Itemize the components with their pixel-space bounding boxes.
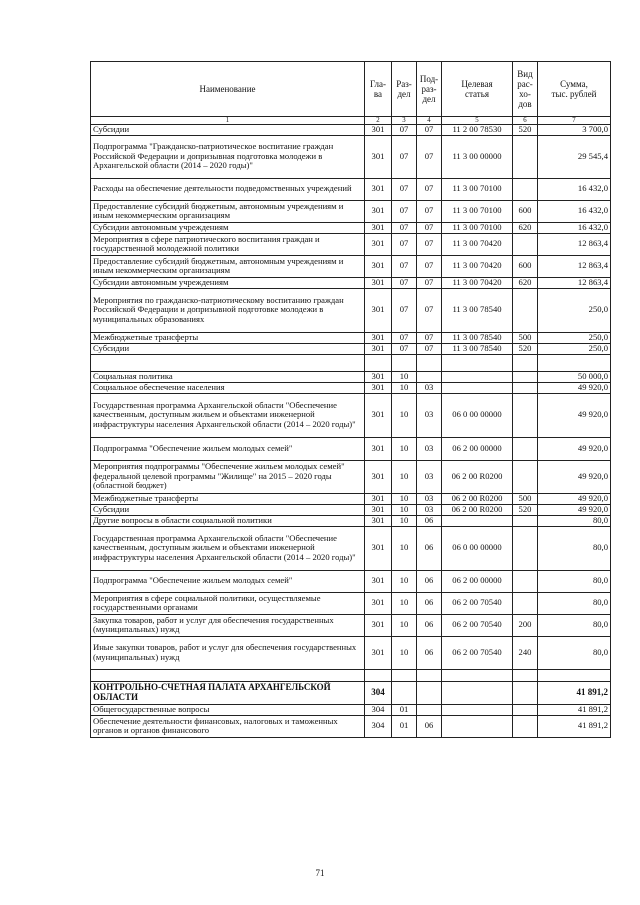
cell-subsection: 06 [417,592,442,614]
cell-chapter: 301 [365,178,392,200]
cell-sum: 16 432,0 [538,178,611,200]
cell-sum: 80,0 [538,592,611,614]
cell-section: 07 [392,255,417,277]
cell-chapter: 301 [365,636,392,669]
cell-target [442,382,513,393]
cell-subsection: 07 [417,277,442,288]
table-row [91,504,611,515]
cell-expense-type [513,354,538,371]
cell-subsection [417,704,442,715]
cell-expense-type [513,570,538,592]
cell-target: 11 3 00 78540 [442,288,513,332]
cell-name: Подпрограмма "Обеспечение жильем молодых семей" [91,570,365,592]
cell-target [442,669,513,681]
cell-expense-type: 620 [513,277,538,288]
cell-expense-type [513,669,538,681]
table-row [91,437,611,460]
cell-chapter: 304 [365,715,392,737]
column-number: 3 [392,117,417,125]
cell-target: 06 2 00 00000 [442,570,513,592]
cell-subsection [417,371,442,382]
table-row [91,493,611,504]
cell-section: 10 [392,570,417,592]
cell-subsection: 06 [417,515,442,526]
cell-name: Мероприятия по гражданско-патриотическому воспитанию граждан Российской Федерации и допризывной подготовке молодежи в муниципальных образованиях [91,288,365,332]
cell-subsection: 06 [417,715,442,737]
table-body [91,125,611,738]
cell-name: Предоставление субсидий бюджетным, автономным учреждениям и иным некоммерческим организациям [91,255,365,277]
cell-sum: 16 432,0 [538,200,611,222]
cell-section: 07 [392,125,417,136]
cell-expense-type: 600 [513,200,538,222]
page-number: 71 [315,868,325,878]
cell-chapter: 301 [365,614,392,636]
cell-section: 07 [392,178,417,200]
cell-target: 11 3 00 78540 [442,332,513,343]
table-row [91,614,611,636]
cell-section: 10 [392,382,417,393]
cell-section [392,681,417,704]
cell-target: 06 2 00 00000 [442,437,513,460]
cell-target: 06 0 00 00000 [442,526,513,570]
cell-chapter: 301 [365,125,392,136]
cell-sum: 49 920,0 [538,382,611,393]
table-row [91,277,611,288]
table-row [91,704,611,715]
cell-sum: 250,0 [538,332,611,343]
header-target: Целевая статья [442,62,513,117]
cell-section: 10 [392,504,417,515]
cell-name: Межбюджетные трансферты [91,332,365,343]
column-number: 5 [442,117,513,125]
cell-subsection: 07 [417,135,442,178]
cell-chapter: 301 [365,233,392,255]
table-row [91,382,611,393]
table-row [91,460,611,493]
table-row [91,222,611,233]
cell-name: Общегосударственные вопросы [91,704,365,715]
cell-target: 11 2 00 78530 [442,125,513,136]
table-row [91,255,611,277]
cell-expense-type [513,460,538,493]
cell-subsection: 03 [417,437,442,460]
column-number: 4 [417,117,442,125]
cell-expense-type [513,178,538,200]
cell-expense-type: 200 [513,614,538,636]
column-number-row [91,117,611,125]
column-number: 1 [91,117,365,125]
cell-name: Мероприятия в сфере социальной политики, осуществляемые государственными органами [91,592,365,614]
cell-chapter: 301 [365,135,392,178]
cell-chapter: 301 [365,504,392,515]
cell-sum: 80,0 [538,515,611,526]
cell-section: 07 [392,200,417,222]
cell-chapter: 301 [365,592,392,614]
cell-sum: 80,0 [538,570,611,592]
header-sum: Сумма, тыс. рублей [538,62,611,117]
column-number: 7 [538,117,611,125]
cell-chapter: 301 [365,493,392,504]
cell-expense-type [513,371,538,382]
cell-subsection: 03 [417,382,442,393]
cell-target: 06 2 00 70540 [442,614,513,636]
cell-section [392,354,417,371]
table-row [91,515,611,526]
cell-name: Обеспечение деятельности финансовых, налоговых и таможенных органов и органов финансового [91,715,365,737]
cell-sum: 12 863,4 [538,255,611,277]
cell-sum: 41 891,2 [538,704,611,715]
table-row [91,200,611,222]
cell-chapter [365,669,392,681]
cell-name: Мероприятия подпрограммы "Обеспечение жильем молодых семей" федеральной целевой программы "Жилище" на 2015 – 2020 годы (областной бюджет) [91,460,365,493]
cell-section [392,669,417,681]
cell-target: 11 3 00 70420 [442,233,513,255]
table-row [91,178,611,200]
cell-section: 10 [392,592,417,614]
cell-subsection: 07 [417,233,442,255]
cell-name: Другие вопросы в области социальной политики [91,515,365,526]
cell-expense-type: 600 [513,255,538,277]
cell-target: 06 2 00 R0200 [442,460,513,493]
cell-subsection: 06 [417,636,442,669]
cell-sum: 16 432,0 [538,222,611,233]
cell-name: Субсидии [91,504,365,515]
cell-sum: 49 920,0 [538,393,611,437]
cell-name: Предоставление субсидий бюджетным, автономным учреждениям и иным некоммерческим организациям [91,200,365,222]
cell-subsection: 06 [417,614,442,636]
cell-sum [538,669,611,681]
table-row [91,354,611,371]
cell-name: Государственная программа Архангельской области "Обеспечение качественным, доступным жильем и объектами инженерной инфраструктуры населения Архангельской области (2014 – 2020 годы)" [91,393,365,437]
cell-name: Закупка товаров, работ и услуг для обеспечения государственных (муниципальных) нужд [91,614,365,636]
cell-name [91,354,365,371]
cell-name: Расходы на обеспечение деятельности подведомственных учреждений [91,178,365,200]
column-number: 2 [365,117,392,125]
cell-subsection [417,354,442,371]
cell-chapter: 301 [365,332,392,343]
cell-subsection: 07 [417,125,442,136]
cell-name: Субсидии [91,125,365,136]
cell-chapter: 301 [365,277,392,288]
cell-target [442,715,513,737]
cell-chapter: 301 [365,437,392,460]
cell-name: Мероприятия в сфере патриотического воспитания граждан и государственной молодежной политики [91,233,365,255]
cell-sum: 49 920,0 [538,493,611,504]
cell-chapter [365,354,392,371]
cell-sum: 3 700,0 [538,125,611,136]
cell-sum: 41 891,2 [538,715,611,737]
table-row [91,371,611,382]
cell-chapter: 301 [365,288,392,332]
cell-target: 06 0 00 00000 [442,393,513,437]
cell-name: Социальное обеспечение населения [91,382,365,393]
cell-chapter: 304 [365,704,392,715]
cell-target: 11 3 00 70100 [442,178,513,200]
cell-target [442,515,513,526]
cell-chapter: 301 [365,343,392,354]
cell-section: 10 [392,515,417,526]
cell-sum: 41 891,2 [538,681,611,704]
header-name: Наименование [91,62,365,117]
cell-target: 11 3 00 00000 [442,135,513,178]
cell-expense-type [513,592,538,614]
table-row [91,715,611,737]
cell-name [91,669,365,681]
cell-expense-type: 500 [513,493,538,504]
cell-name: Субсидии автономным учреждениям [91,277,365,288]
cell-section: 10 [392,493,417,504]
cell-section: 10 [392,526,417,570]
cell-sum: 50 000,0 [538,371,611,382]
cell-subsection: 06 [417,526,442,570]
cell-section: 07 [392,222,417,233]
cell-expense-type [513,526,538,570]
table-row [91,135,611,178]
column-number: 6 [513,117,538,125]
cell-name: Государственная программа Архангельской области "Обеспечение качественным, доступным жильем и объектами инженерной инфраструктуры населения Архангельской области (2014 – 2020 годы)" [91,526,365,570]
cell-name: Подпрограмма "Обеспечение жильем молодых семей" [91,437,365,460]
table-row [91,526,611,570]
cell-target: 06 2 00 70540 [442,592,513,614]
cell-section: 07 [392,343,417,354]
cell-subsection: 03 [417,393,442,437]
header-chapter: Гла- ва [365,62,392,117]
cell-chapter: 301 [365,200,392,222]
cell-section: 10 [392,437,417,460]
cell-sum: 49 920,0 [538,460,611,493]
cell-target [442,681,513,704]
table-header-row [91,62,611,117]
cell-section: 10 [392,614,417,636]
cell-section: 07 [392,135,417,178]
table-row [91,681,611,704]
cell-chapter: 301 [365,460,392,493]
cell-sum: 80,0 [538,636,611,669]
cell-expense-type: 240 [513,636,538,669]
cell-expense-type [513,437,538,460]
cell-subsection: 03 [417,504,442,515]
cell-sum: 80,0 [538,526,611,570]
budget-table [90,61,611,738]
cell-expense-type [513,715,538,737]
cell-target: 06 2 00 70540 [442,636,513,669]
cell-target: 11 3 00 70420 [442,255,513,277]
cell-subsection: 07 [417,178,442,200]
table-row [91,669,611,681]
table-row [91,393,611,437]
cell-sum: 12 863,4 [538,277,611,288]
header-subsection: Под- раз- дел [417,62,442,117]
cell-subsection: 07 [417,332,442,343]
cell-section: 10 [392,371,417,382]
cell-section: 07 [392,277,417,288]
cell-section: 07 [392,233,417,255]
cell-target: 11 3 00 70100 [442,222,513,233]
cell-expense-type [513,681,538,704]
cell-name: Социальная политика [91,371,365,382]
table-row [91,125,611,136]
cell-sum [538,354,611,371]
cell-chapter: 301 [365,222,392,233]
cell-expense-type [513,382,538,393]
table-row [91,233,611,255]
cell-subsection [417,681,442,704]
cell-sum: 29 545,4 [538,135,611,178]
cell-chapter: 301 [365,526,392,570]
cell-section: 10 [392,460,417,493]
cell-expense-type: 520 [513,125,538,136]
cell-subsection: 07 [417,222,442,233]
cell-section: 10 [392,393,417,437]
cell-chapter: 301 [365,382,392,393]
table-row [91,343,611,354]
cell-section: 07 [392,288,417,332]
cell-subsection: 03 [417,460,442,493]
table-row [91,570,611,592]
cell-chapter: 301 [365,515,392,526]
table-row [91,288,611,332]
cell-subsection: 07 [417,343,442,354]
cell-expense-type: 620 [513,222,538,233]
cell-expense-type: 500 [513,332,538,343]
header-expense-type: Вид рас- хо- дов [513,62,538,117]
table-row [91,592,611,614]
cell-subsection: 06 [417,570,442,592]
cell-target: 06 2 00 R0200 [442,504,513,515]
table-row [91,636,611,669]
cell-target: 11 3 00 70100 [442,200,513,222]
cell-sum: 49 920,0 [538,504,611,515]
cell-sum: 250,0 [538,288,611,332]
cell-sum: 49 920,0 [538,437,611,460]
cell-expense-type: 520 [513,343,538,354]
cell-expense-type: 520 [513,504,538,515]
cell-target: 11 3 00 70420 [442,277,513,288]
cell-name: Иные закупки товаров, работ и услуг для обеспечения государственных (муниципальных) нужд [91,636,365,669]
cell-subsection: 07 [417,288,442,332]
cell-chapter: 301 [365,570,392,592]
cell-target: 11 3 00 78540 [442,343,513,354]
table-row [91,332,611,343]
cell-name: КОНТРОЛЬНО-СЧЕТНАЯ ПАЛАТА АРХАНГЕЛЬСКОЙ ОБЛАСТИ [91,681,365,704]
cell-section: 10 [392,636,417,669]
cell-target [442,354,513,371]
cell-expense-type [513,704,538,715]
cell-chapter: 301 [365,393,392,437]
cell-target [442,704,513,715]
cell-expense-type [513,135,538,178]
cell-expense-type [513,288,538,332]
header-section: Раз- дел [392,62,417,117]
cell-name: Межбюджетные трансферты [91,493,365,504]
cell-subsection: 07 [417,255,442,277]
cell-name: Подпрограмма "Гражданско-патриотическое воспитание граждан Российской Федерации и допризывная подготовка молодежи в Архангельской области (2014 – 2020 годы)" [91,135,365,178]
cell-expense-type [513,393,538,437]
cell-section: 01 [392,704,417,715]
cell-section: 07 [392,332,417,343]
cell-chapter: 301 [365,255,392,277]
cell-expense-type [513,233,538,255]
cell-subsection [417,669,442,681]
cell-target: 06 2 00 R0200 [442,493,513,504]
cell-name: Субсидии автономным учреждениям [91,222,365,233]
cell-subsection: 03 [417,493,442,504]
cell-section: 01 [392,715,417,737]
cell-chapter: 304 [365,681,392,704]
cell-sum: 80,0 [538,614,611,636]
cell-subsection: 07 [417,200,442,222]
cell-chapter: 301 [365,371,392,382]
cell-sum: 250,0 [538,343,611,354]
cell-target [442,371,513,382]
cell-sum: 12 863,4 [538,233,611,255]
cell-name: Субсидии [91,343,365,354]
cell-expense-type [513,515,538,526]
